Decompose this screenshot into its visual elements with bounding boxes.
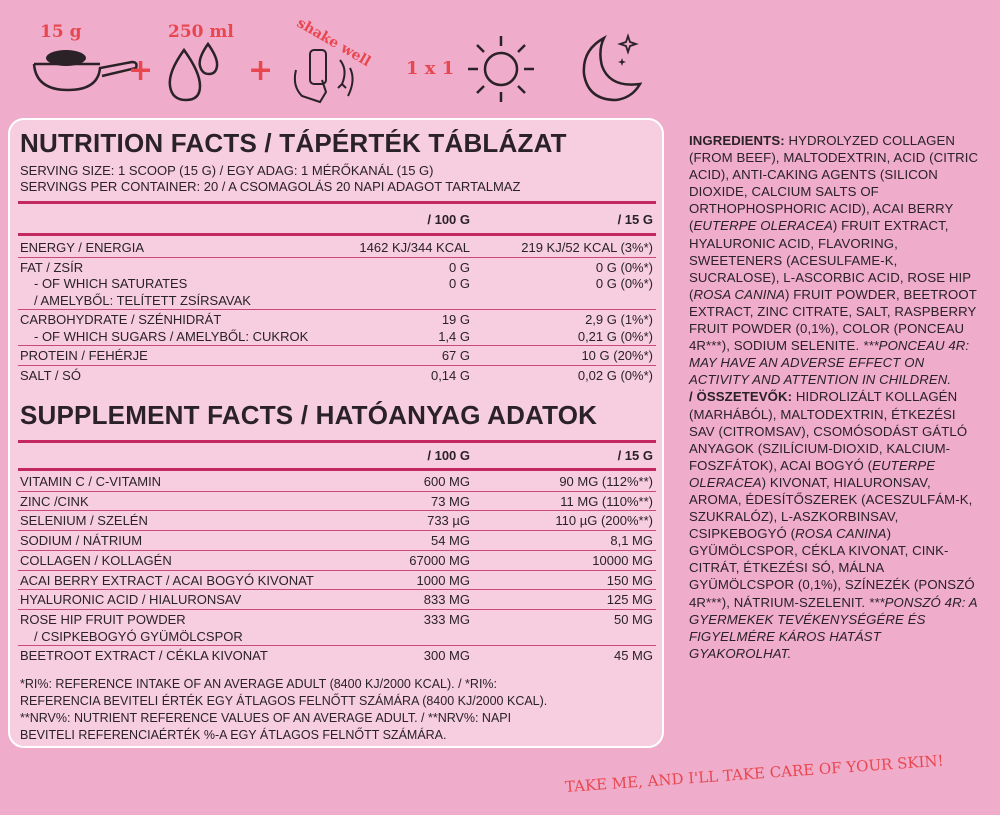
value-per-15g: 8,1 MG bbox=[610, 533, 653, 549]
ingredients-en: ) FRUIT POWDER, BEETROOT EXTRACT, ZINC CITRATE, SALT, RASPBERRY FRUIT POWDER (0,1%), COLOR (PONCEAU 4R***), SODIUM SELENITE. bbox=[689, 286, 977, 354]
divider bbox=[18, 201, 656, 204]
value-per-100g: 67000 MG bbox=[409, 552, 470, 568]
warning-hu: ***PONSZÓ 4R: A GYERMEKEK TEVÉKENYSÉGÉRE ÉS FIGYELMÉRE KÁROS HATÁST GYAKOROLHAT. bbox=[689, 594, 978, 661]
row-label: PROTEIN / FEHÉRJE bbox=[20, 348, 148, 363]
table-row bbox=[20, 368, 656, 386]
row-divider bbox=[18, 589, 656, 590]
footnote-line: *RI%: REFERENCE INTAKE OF AN AVERAGE ADULT (8400 KJ/2000 KCAL). / *RI%: bbox=[20, 677, 498, 691]
value-per-100g: 333 MG bbox=[423, 611, 470, 627]
row-label: - OF WHICH SUGARS / AMELYBŐL: CUKROK bbox=[34, 328, 309, 344]
value-per-15g: 219 KJ/52 KCAL (3%*) bbox=[521, 240, 653, 255]
footnote-line: **NRV%: NUTRIENT REFERENCE VALUES OF AN AVERAGE ADULT. / **NRV%: NAPI bbox=[20, 711, 512, 725]
divider bbox=[18, 233, 656, 236]
latin-name: EUTERPE OLERACEA bbox=[693, 218, 833, 234]
supplement-column-header bbox=[20, 448, 656, 466]
table-row bbox=[20, 293, 656, 311]
table-row bbox=[20, 240, 656, 258]
shake-hand-icon bbox=[286, 40, 366, 110]
row-divider bbox=[18, 645, 656, 646]
scoop-label: 15 g bbox=[40, 22, 82, 42]
row-label: / AMELYBŐL: TELÍTETT ZSÍRSAVAK bbox=[34, 292, 251, 308]
value-per-15g: 10 G (20%*) bbox=[581, 348, 653, 363]
warning-en: ***PONCEAU 4R: MAY HAVE AN ADVERSE EFFECT ON ACTIVITY AND ATTENTION IN CHILDREN. bbox=[689, 338, 970, 388]
row-label: BEETROOT EXTRACT / CÉKLA KIVONAT bbox=[20, 648, 268, 664]
value-per-15g: 2,9 G (1%*) bbox=[585, 312, 653, 327]
row-label: - OF WHICH SATURATES bbox=[34, 276, 188, 291]
row-label: SELENIUM / SZELÉN bbox=[20, 513, 148, 529]
table-row bbox=[20, 260, 656, 278]
ingredients-label-en: INGREDIENTS: bbox=[689, 133, 785, 148]
table-row bbox=[20, 348, 656, 366]
shake-label: shake well bbox=[294, 15, 374, 71]
tagline: TAKE ME, AND I'LL TAKE CARE OF YOUR SKIN! bbox=[564, 751, 945, 796]
row-label: HYALURONIC ACID / HIALURONSAV bbox=[20, 592, 242, 608]
row-label: ENERGY / ENERGIA bbox=[20, 240, 145, 255]
row-divider bbox=[18, 309, 656, 310]
latin-name: EUTERPE OLERACEA bbox=[689, 457, 936, 490]
ingredients-text bbox=[689, 132, 979, 662]
table-row bbox=[20, 553, 656, 571]
nutrition-column-header bbox=[20, 212, 656, 230]
table-row bbox=[20, 513, 656, 531]
value-per-100g: 1000 MG bbox=[416, 572, 470, 588]
value-per-100g: 1,4 G bbox=[438, 328, 470, 344]
dose-label: 1 x 1 bbox=[406, 58, 455, 79]
footnotes bbox=[20, 676, 650, 744]
table-row bbox=[20, 329, 656, 347]
row-divider bbox=[18, 491, 656, 492]
row-divider bbox=[18, 530, 656, 531]
value-per-15g: 150 MG bbox=[606, 572, 653, 588]
ingredients-en: HYDROLYZED COLLAGEN (FROM BEEF), MALTODEXTRIN, ACID (CITRIC ACID), ANTI-CAKING AGENTS (SILICON DIOXIDE, CALCIUM SALTS OF ORTHOPHOSPHORIC ACID), ACAI BERRY ( bbox=[689, 133, 979, 234]
row-divider bbox=[18, 550, 656, 551]
serving-size: SERVING SIZE: 1 SCOOP (15 G) / EGY ADAG: 1 MÉRŐKANÁL (15 G) bbox=[20, 163, 434, 178]
table-row bbox=[20, 474, 656, 492]
value-per-100g: 54 MG bbox=[430, 533, 470, 549]
row-divider bbox=[18, 570, 656, 571]
value-per-15g: 0,02 G (0%*) bbox=[577, 367, 653, 383]
water-label: 250 ml bbox=[168, 22, 234, 42]
table-row bbox=[20, 494, 656, 512]
table-row bbox=[20, 276, 656, 294]
value-per-100g: 0,14 G bbox=[430, 367, 470, 383]
value-per-15g: 50 MG bbox=[613, 611, 653, 627]
row-label: ZINC /CINK bbox=[20, 493, 89, 509]
value-per-100g: 0 G bbox=[449, 276, 470, 291]
table-row bbox=[20, 629, 656, 647]
value-per-15g: 11 MG (110%**) bbox=[560, 493, 653, 509]
nutrition-title: NUTRITION FACTS / TÁPÉRTÉK TÁBLÁZAT bbox=[20, 128, 567, 158]
row-label: COLLAGEN / KOLLAGÉN bbox=[20, 552, 172, 568]
table-row bbox=[20, 573, 656, 591]
value-per-15g: 90 MG (112%**) bbox=[559, 474, 653, 489]
moon-icon bbox=[576, 30, 646, 106]
ingredients-label-hu: / ÖSSZETEVŐK: bbox=[689, 389, 793, 405]
value-per-100g: 73 MG bbox=[430, 493, 470, 509]
value-per-100g: 600 MG bbox=[423, 474, 470, 489]
value-per-100g: 833 MG bbox=[423, 592, 470, 608]
value-per-100g: 67 G bbox=[441, 348, 470, 363]
latin-name: ROSA CANINA bbox=[795, 526, 887, 542]
table-row bbox=[20, 612, 656, 630]
table-row bbox=[20, 533, 656, 551]
ingredients-hu: HIDROLIZÁLT KOLLAGÉN (MARHÁBÓL), MALTODEXTRIN, ÉTKEZÉSI SAV (CITROMSAV), CSOMÓSODÁST GÁTLÓ ANYAGOK (SZILÍCIUM-DIOXID, KALCIUM-FOSZFÁTOK), ACAI BOGYÓ ( bbox=[689, 389, 968, 473]
table-row bbox=[20, 648, 656, 666]
value-per-15g: 0,21 G (0%*) bbox=[577, 328, 653, 344]
ingredients-en: ) FRUIT EXTRACT, HYALURONIC ACID, FLAVORING, SWEETENERS (ACESULFAME-K, SUCRALOSE), L-ASCORBIC ACID, ROSE HIP ( bbox=[689, 218, 971, 302]
usage-icon-strip bbox=[0, 0, 1000, 118]
row-label: SODIUM / NÁTRIUM bbox=[20, 533, 143, 549]
row-label: CARBOHYDRATE / SZÉNHIDRÁT bbox=[20, 312, 222, 327]
sun-icon bbox=[466, 34, 536, 104]
ingredients-hu: ) GYÜMÖLCSPOR, CÉKLA KIVONAT, CINK-CITRÁT, ÉTKEZÉSI SÓ, MÁLNA GYÜMÖLCSPOR (0,1%), SZÍNEZÉK (PONSZÓ 4R***), NÁTRIUM-SZELENIT. bbox=[689, 526, 975, 610]
value-per-15g: 125 MG bbox=[606, 592, 653, 608]
row-divider bbox=[18, 257, 656, 258]
column-per-15g: / 15 G bbox=[617, 212, 653, 227]
scoop-icon bbox=[28, 42, 140, 94]
row-divider bbox=[18, 365, 656, 366]
servings-per-container: SERVINGS PER CONTAINER: 20 / A CSOMAGOLÁS 20 NAPI ADAGOT TARTALMAZ bbox=[20, 179, 521, 194]
supplement-title: SUPPLEMENT FACTS / HATÓANYAG ADATOK bbox=[20, 400, 598, 430]
row-label: / CSIPKEBOGYÓ GYÜMÖLCSPOR bbox=[34, 628, 243, 644]
row-label: SALT / SÓ bbox=[20, 367, 81, 383]
value-per-15g: 0 G (0%*) bbox=[595, 276, 653, 291]
column-per-15g: / 15 G bbox=[617, 448, 653, 463]
value-per-15g: 10000 MG bbox=[592, 552, 653, 568]
divider bbox=[18, 468, 656, 471]
plus-icon: + bbox=[248, 53, 274, 88]
value-per-100g: 0 G bbox=[449, 259, 470, 275]
row-divider bbox=[18, 510, 656, 511]
table-row bbox=[20, 312, 656, 330]
column-per-100g: / 100 G bbox=[427, 212, 470, 227]
value-per-15g: 110 µG (200%**) bbox=[555, 513, 653, 529]
row-label: VITAMIN C / C-VITAMIN bbox=[20, 474, 162, 489]
value-per-100g: 733 µG bbox=[427, 513, 470, 529]
divider bbox=[18, 440, 656, 443]
row-label: ACAI BERRY EXTRACT / ACAI BOGYÓ KIVONAT bbox=[20, 572, 314, 588]
ingredients-hu: ) KIVONAT, HIALURONSAV, AROMA, ÉDESÍTŐSZEREK (ACESZULFÁM-K, SZUKRALÓZ), L-ASZKORBINSAV, CSIPKEBOGYÓ ( bbox=[689, 474, 973, 542]
latin-name: ROSA CANINA bbox=[693, 286, 785, 302]
plus-icon: + bbox=[128, 53, 154, 88]
row-label: ROSE HIP FRUIT POWDER bbox=[20, 611, 186, 627]
water-drops-icon bbox=[164, 42, 224, 104]
row-divider bbox=[18, 345, 656, 346]
footnote-line: REFERENCIA BEVITELI ÉRTÉK EGY ÁTLAGOS FELNŐTT SZÁMÁRA (8400 KJ/2000 KCAL). bbox=[20, 694, 548, 708]
value-per-15g: 0 G (0%*) bbox=[595, 259, 653, 275]
table-row bbox=[20, 592, 656, 610]
row-label: FAT / ZSÍR bbox=[20, 259, 84, 275]
value-per-100g: 19 G bbox=[441, 312, 470, 327]
value-per-100g: 300 MG bbox=[423, 648, 470, 664]
row-divider bbox=[18, 609, 656, 610]
column-per-100g: / 100 G bbox=[427, 448, 470, 463]
footnote-line: BEVITELI REFERENCIAÉRTÉK %-A EGY ÁTLAGOS FELNŐTT SZÁMÁRA. bbox=[20, 728, 447, 742]
value-per-100g: 1462 KJ/344 KCAL bbox=[359, 240, 470, 255]
value-per-15g: 45 MG bbox=[613, 648, 653, 664]
